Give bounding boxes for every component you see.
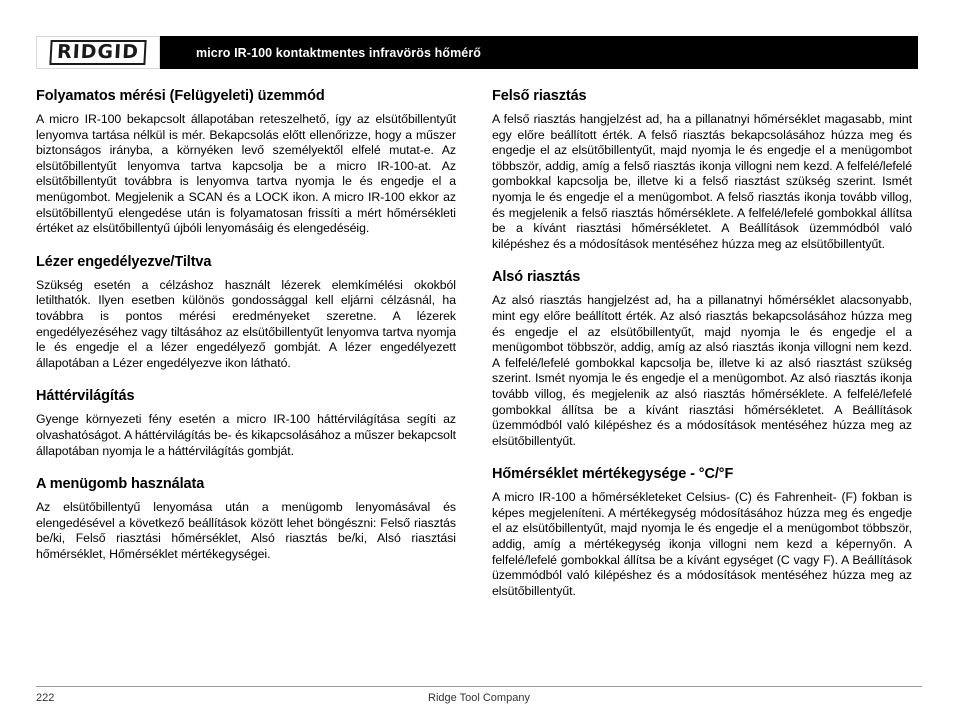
section-heading: Háttérvilágítás: [36, 388, 135, 405]
section-menu-button-usage: [36, 476, 456, 562]
footer-divider: [36, 686, 922, 687]
section-body: Szükség esetén a célzáshoz használt lézerek elemkímélési okokból letilthatók. Ilyen esetben különös gondossággal kell eljárni célzásnál, ha továbbra is pontos mérési eredményeket szeretne. A lézerek engedélyezéséhez vagy tiltásához az elsütőbillentyűt lenyomva tartva nyomja le és engedje el a lézer engedélyező gombját. A lézer engedélyezett állapotában a Lézer engedélyezve ikon látható.: [36, 277, 456, 370]
section-heading: Alsó riasztás: [492, 269, 581, 286]
section-body: Az elsütőbillentyű lenyomása után a menügomb lenyomásával és elengedésével a következő beállítások között lehet böngészni: Felső riasztás be/ki, Felső riasztási hőmérséklet, Alsó riasztás be/ki, Alsó riasztási hőmérséklet, Hőmérséklet mértékegységei.: [36, 500, 456, 561]
page-footer: [36, 686, 922, 710]
section-heading: A menügomb használata: [36, 476, 205, 493]
section-heading: Lézer engedélyezve/Tiltva: [36, 253, 212, 270]
footer-company-name: Ridge Tool Company: [428, 692, 530, 704]
brand-logo: [36, 36, 160, 69]
header-right-band: [578, 36, 918, 69]
left-column: [36, 88, 456, 562]
footer-page-number: 222: [36, 692, 55, 704]
page-title: micro IR-100 kontaktmentes infravörös hőmérő: [196, 45, 482, 60]
header-title-band: [160, 36, 578, 69]
section-body: Az alsó riasztás hangjelzést ad, ha a pillanatnyi hőmérséklet alacsonyabb, mint egy előre beállított érték. Az alsó riasztás bekapcsolásához húzza meg és engedje el az elsütőbillentyűt, majd nyomja le és engedje el a menügombot többször, addig, amíg az alsó riasztás ikonja villogni nem kezd. A felfelé/lefelé gombokkal kapcsolja be, illetve ki az alsó riasztást szükség szerint. Ismét nyomja le és engedje el a menügombot. Az alsó riasztás ikonja tovább villog, és megjelenik az alsó riasztás hőmérséklete. A felfelé/lefelé gombokkal állítsa be a kívánt riasztási hőmérsékletet. A Beállítások üzemmódból való kilépéshez és a módosítások mentéséhez húzza meg az elsütőbillentyűt.: [492, 293, 912, 448]
page-header: [36, 36, 918, 69]
section-continuous-measurement: [36, 88, 456, 237]
section-heading: Folyamatos mérési (Felügyeleti) üzemmód: [36, 88, 325, 104]
section-backlight: [36, 388, 456, 459]
section-heading: Felső riasztás: [492, 88, 587, 104]
section-body: A micro IR-100 a hőmérsékleteket Celsius- (C) és Fahrenheit- (F) fokban is képes megjeleníteni. A mértékegység módosításához húzza meg és engedje el az elsütőbillentyűt, majd nyomja le és engedje el a menügombot többször, addig, amíg a mértékegység ikonja villogni nem kezd a képernyőn. A felfelé/lefelé gombokkal állítsa be a kívánt egységet (C vagy F). A Beállítások üzemmódból való kilépéshez és a módosítások mentéséhez húzza meg az elsütőbillentyűt.: [492, 490, 912, 598]
section-heading: Hőmérséklet mértékegysége - °C/°F: [492, 466, 734, 483]
section-low-alarm: [492, 269, 912, 449]
section-body: A felső riasztás hangjelzést ad, ha a pillanatnyi hőmérséklet magasabb, mint egy előre beállított érték. A felső riasztás bekapcsolásához húzza meg és engedje el az elsütőbillentyűt, majd nyomja le és engedje el a menügombot többször, addig, amíg a felső riasztás ikonja villogni nem kezd. A felfelé/lefelé gombokkal kapcsolja be, illetve ki a felső riasztást szükség szerint. Ismét nyomja le és engedje el a menügombot. A felső riasztás ikonja tovább villog, és megjelenik a felső riasztás hőmérséklete. A felfelé/lefelé gombokkal állítsa be a kívánt riasztási hőmérsékletet. A Beállítások üzemmódból való kilépéshez és a módosítások mentéséhez húzza meg az elsütőbillentyűt.: [492, 112, 912, 251]
section-laser-enable-disable: [36, 254, 456, 372]
brand-logo-text: RIDGID: [49, 40, 146, 65]
section-body: A micro IR-100 bekapcsolt állapotában reteszelhető, így az elsütőbillentyűt lenyomva tartása nélkül is mér. Bekapcsolás előtt ellenőrizze, hogy a műszer biztonságos irányba, a környéken levő személyektől elfelé mutat-e. Az elsütőbillentyűt lenyomva tartva kapcsolja be a micro IR-100-at. Az elsütőbillentyűt továbbra is lenyomva tartva nyomja le és engedje el a menügombot. Megjelenik a SCAN és a LOCK ikon. A micro IR-100 ekkor az elsütőbillentyű elengedése után is folyamatosan frissíti a mért hőmérsékleti értéket az elsütőbillentyű újbóli lenyomásáig és elengedéséig.: [36, 112, 456, 236]
section-temperature-units: [492, 466, 912, 599]
section-high-alarm: [492, 88, 912, 252]
section-body: Gyenge környezeti fény esetén a micro IR-100 háttérvilágítása segíti az olvashatóságot. A háttérvilágítás be- és kikapcsolásához a műszer bekapcsolt állapotában nyomja le a háttérvilágítás gombját.: [36, 412, 456, 458]
right-column: [492, 88, 912, 599]
